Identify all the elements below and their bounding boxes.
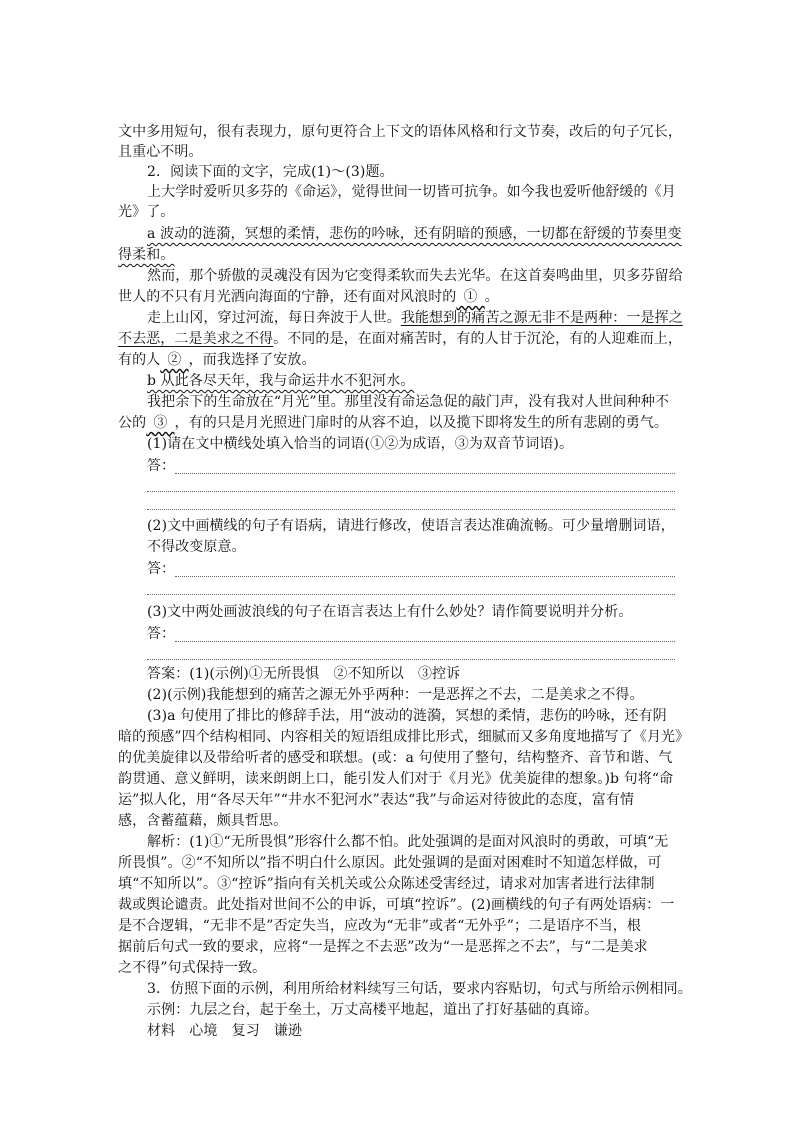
answer-label-1: 答：: [147, 458, 175, 474]
blank-2-number: ②: [167, 352, 182, 368]
blank-2: [160, 352, 188, 368]
analysis-line-5: 是不合逻辑，“无非不是”否定失当，应改为“无非”或者“无外乎”；二是语序不当，根: [118, 918, 641, 934]
passage-a-line-2: [118, 245, 174, 265]
answer-line-2a[interactable]: [175, 576, 675, 577]
passage-p4-line-3: [118, 350, 316, 370]
analysis-line-6: 据前后句式一致的要求，应将“一是挥之不去恶”改为“一是恶挥之不去”，与“二是美求: [118, 939, 648, 955]
sub-question-2-line-1: (2)文中画横线的句子有语病，请进行修改，使语言表达准确流畅。可少量增删词语，: [147, 518, 675, 534]
answer-line-3: (3)a 句使用了排比的修辞手法，用“波动的涟漪，冥想的柔情，悲伤的吟咏，还有阴: [147, 708, 667, 724]
question-3-materials: 材料 心境 复习 谦逊: [147, 1023, 303, 1039]
blank-1: [456, 289, 484, 305]
answer-line-5: 的优美旋律以及带给听者的感受和联想。(或：a 句使用了整句，结构整齐、音节和谐、气: [118, 750, 673, 766]
question-3-example: 示例：九层之台，起于垒土，万丈高楼平地起，道出了打好基础的真谛。: [147, 1002, 599, 1018]
passage-a-line-1: [147, 224, 682, 244]
passage-p4-end: ，而我选择了安放。: [188, 352, 316, 368]
wavy-sentence-a-2: 得柔和。: [118, 247, 175, 263]
answer-line-7: 运”拟人化，用“各尽天年”“井水不犯河水”表达“我”与命运对待彼此的态度，富有情: [118, 792, 635, 808]
passage-p3-line-1: 然而，那个骄傲的灵魂没有因为它变得柔软而失去光华。在这首奏鸣曲里，贝多芬留给: [147, 268, 683, 284]
underlined-sentence-1: 我能想到的痛苦之源无非不是两种：一是挥之: [400, 310, 683, 326]
blank-3-number: ③: [153, 415, 168, 431]
sub-question-3: (3)文中两处画波浪线的句子在语言表达上有什么妙处？请作简要说明并分析。: [147, 604, 633, 620]
answer-line-3b[interactable]: [147, 659, 675, 660]
analysis-line-1: 解析：(1)①“无所畏惧”形容什么都不怕。此处强调的是面对风浪时的勇敢，可填“无: [147, 834, 669, 850]
passage-p3-text: 世人的不只有月光洒向海面的宁静，还有面对风浪时的: [118, 289, 457, 305]
answer-line-2b[interactable]: [147, 594, 675, 595]
passage-p3-end: 。: [484, 289, 499, 305]
passage-p1-line-1: 上大学时爱听贝多芬的《命运》，觉得世间一切皆可抗争。如今我也爱听他舒缓的《月: [147, 184, 676, 200]
answer-label-3: 答：: [147, 626, 175, 642]
answer-line-1b[interactable]: [147, 491, 675, 492]
underlined-sentence-2: 不去恶，二是美求之不得: [118, 331, 274, 347]
blank-3: [146, 415, 174, 431]
passage-p4-text-3: 有的人: [118, 352, 161, 368]
wavy-sentence-a-1: a 波动的涟漪，冥想的柔情，悲伤的吟咏，还有阴暗的预感，一切都在舒缓的节奏里变: [147, 226, 682, 242]
passage-p4-text-2: 。不同的是，在面对痛苦时，有的人甘于沉沦，有的人迎难而上，: [273, 331, 683, 347]
analysis-line-4: 裁或舆论谴责。此处指对世间不公的申诉，可填“控诉”。(2)画横线的句子有两处语病：一: [118, 897, 675, 913]
passage-p6-line-1: 我把余下的生命放在“月光”里。那里没有命运急促的敲门声，没有我对人世间种种不: [147, 394, 670, 410]
answer-label-2: 答：: [147, 561, 175, 577]
passage-b-line: [147, 371, 414, 391]
passage-p3-line-2: [118, 287, 499, 307]
passage-p4-line-2: [118, 329, 682, 349]
passage-p4-text: 走上山冈，穿过河流，每日奔波于人世。: [147, 310, 401, 326]
answer-line-3a[interactable]: [175, 641, 675, 642]
analysis-line-2: 所畏惧”。②“不知所以”指不明白什么原因。此处强调的是面对困难时不知道怎样做，可: [118, 855, 662, 871]
answer-line-1a[interactable]: [175, 473, 675, 474]
answer-line-1c[interactable]: [147, 509, 675, 510]
blank-1-number: ①: [463, 289, 478, 305]
passage-p1-line-2: 光》了。: [118, 204, 175, 220]
analysis-line-7: 之不得”句式保持一致。: [118, 960, 267, 976]
answer-line-4: 暗的预感”四个结构相同、内容相关的短语组成排比形式，细腻而又多角度地描写了《月光》: [118, 729, 690, 745]
answer-line-2: (2)(示例)我能想到的痛苦之源无外乎两种：一是恶挥之不去，二是美求之不得。: [147, 687, 644, 703]
passage-p6-end: ，有的只是月光照进门扉时的从容不迫，以及揽下即将发生的所有悲剧的勇气。: [174, 415, 669, 431]
passage-p4-line-1: [147, 308, 683, 328]
question-3-title: 3．仿照下面的示例，利用所给材料续写三句话，要求内容贴切，句式与所给示例相同。: [147, 981, 692, 997]
sub-question-2-line-2: 不得改变原意。: [147, 539, 246, 555]
sub-question-1: (1)请在文中横线处填入恰当的词语(①②为成语，③为双音节词语)。: [147, 436, 574, 452]
passage-p6-text: 公的: [118, 415, 147, 431]
intro-line-1: 文中多用短句，很有表现力，原句更符合上下文的语体风格和行文节奏，改后的句子冗长，: [118, 124, 682, 140]
question-2-title: 2．阅读下面的文字，完成(1)～(3)题。: [147, 164, 394, 180]
wavy-sentence-b: b 从此各尽天年，我与命运井水不犯河水。: [147, 373, 415, 389]
answer-line-6: 韵贯通、意义鲜明，读来朗朗上口，能引发人们对于《月光》优美旋律的想象。)b 句将“命: [118, 771, 674, 787]
answer-line-8: 感，含蓄蕴藉，颇具哲思。: [118, 813, 288, 829]
passage-p6-line-2: [118, 413, 668, 433]
answer-line-1: 答案：(1)(示例)①无所畏惧 ②不知所以 ③控诉: [147, 666, 461, 682]
analysis-line-3: 填“不知所以”。③“控诉”指向有关机关或公众陈述受害经过，请求对加害者进行法律制: [118, 876, 655, 892]
intro-line-2: 且重心不明。: [118, 144, 203, 160]
